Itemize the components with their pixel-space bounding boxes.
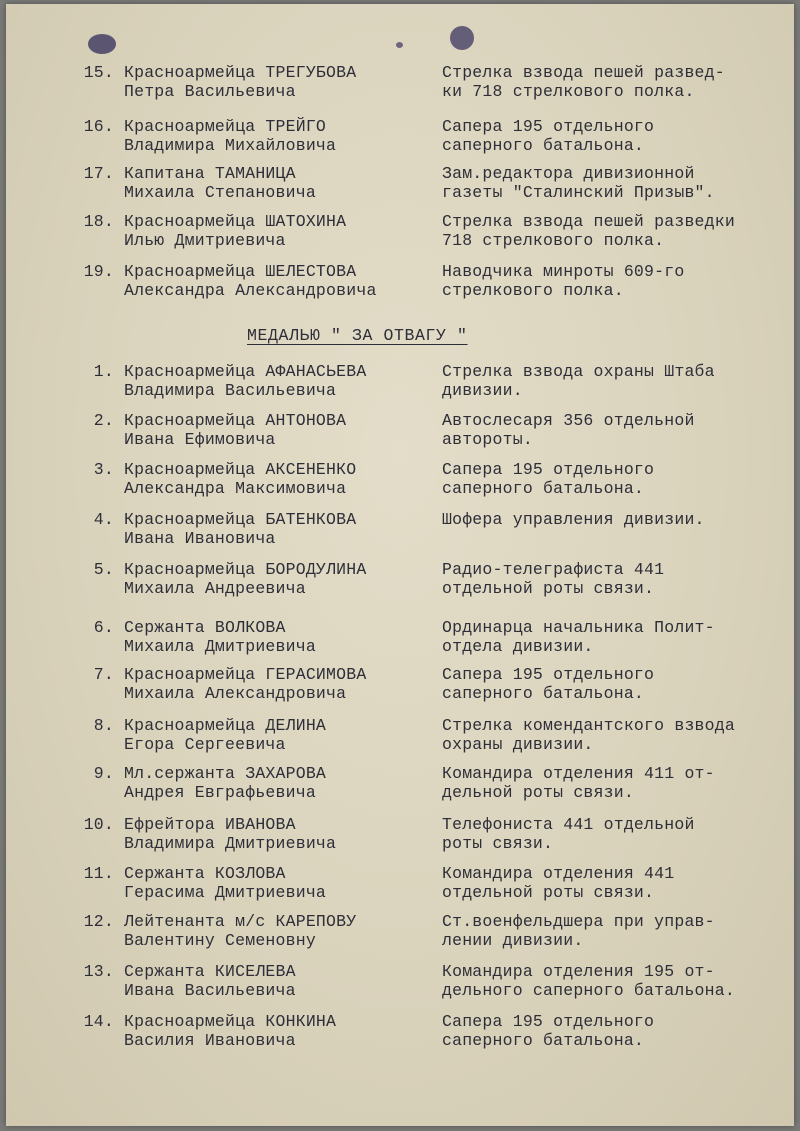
recipient-name: [124, 212, 346, 250]
position-line-1: Шофера управления дивизии.: [442, 510, 705, 529]
recipient-position: [442, 63, 725, 101]
entry-number: 16.: [83, 117, 114, 136]
rank-and-surname: Красноармейца ШЕЛЕСТОВА: [124, 262, 357, 281]
rank-and-surname: Капитана ТАМАНИЦА: [124, 164, 296, 183]
rank-and-surname: Красноармейца БОРОДУЛИНА: [124, 560, 367, 579]
entry-number: 4.: [93, 510, 114, 529]
given-name-patronymic: Егора Сергеевича: [124, 735, 286, 754]
position-line-2: лении дивизии.: [442, 931, 584, 950]
position-line-1: Стрелка взвода охраны Штаба: [442, 362, 715, 381]
position-line-2: дельного саперного батальона.: [442, 981, 735, 1000]
ink-blot-left: [88, 34, 116, 54]
position-line-1: Зам.редактора дивизионной: [442, 164, 695, 183]
entry-number: 10.: [83, 815, 114, 834]
recipient-name: [124, 411, 346, 449]
recipient-name: [124, 262, 377, 300]
rank-and-surname: Ефрейтора ИВАНОВА: [124, 815, 296, 834]
position-line-2: саперного батальона.: [442, 1031, 645, 1050]
recipient-name: [124, 665, 366, 703]
position-line-2: дивизии.: [442, 381, 523, 400]
position-line-1: Стрелка взвода пешей развед-: [442, 63, 725, 82]
entry-number: 3.: [93, 460, 114, 479]
recipient-name: [124, 510, 356, 548]
given-name-patronymic: Ивана Ивановича: [124, 529, 276, 548]
entry-number: 19.: [83, 262, 114, 281]
given-name-patronymic: Ивана Васильевича: [124, 981, 296, 1000]
recipient-position: [442, 764, 715, 802]
position-line-2: роты связи.: [442, 834, 554, 853]
recipient-position: [442, 117, 654, 155]
position-line-1: Сапера 195 отдельного: [442, 1012, 655, 1031]
position-line-2: 718 стрелкового полка.: [442, 231, 665, 250]
recipient-name: [124, 912, 356, 950]
given-name-patronymic: Валентину Семеновну: [124, 931, 316, 950]
recipient-name: [124, 362, 366, 400]
recipient-name: [124, 164, 316, 202]
recipient-position: [442, 560, 664, 598]
recipient-name: [124, 1012, 336, 1050]
recipient-position: [442, 618, 715, 656]
recipient-position: [442, 411, 695, 449]
recipient-position: [442, 212, 735, 250]
position-line-1: Стрелка взвода пешей разведки: [442, 212, 735, 231]
rank-and-surname: Сержанта КОЗЛОВА: [124, 864, 286, 883]
rank-and-surname: Мл.сержанта ЗАХАРОВА: [124, 764, 327, 783]
position-line-2: ки 718 стрелкового полка.: [442, 82, 695, 101]
rank-and-surname: Красноармейца ТРЕЙГО: [124, 117, 327, 136]
given-name-patronymic: Петра Васильевича: [124, 82, 296, 101]
position-line-1: Сапера 195 отдельного: [442, 460, 655, 479]
rank-and-surname: Красноармейца ГЕРАСИМОВА: [124, 665, 367, 684]
entry-number: 1.: [93, 362, 114, 381]
position-line-2: автороты.: [442, 430, 533, 449]
recipient-name: [124, 716, 326, 754]
position-line-2: охраны дивизии.: [442, 735, 594, 754]
recipient-name: [124, 63, 356, 101]
rank-and-surname: Красноармейца БАТЕНКОВА: [124, 510, 357, 529]
given-name-patronymic: Михаила Андреевича: [124, 579, 306, 598]
recipient-position: [442, 864, 674, 902]
rank-and-surname: Красноармейца АНТОНОВА: [124, 411, 347, 430]
entry-number: 2.: [93, 411, 114, 430]
entry-number: 18.: [83, 212, 114, 231]
rank-and-surname: Сержанта ВОЛКОВА: [124, 618, 286, 637]
given-name-patronymic: Герасима Дмитриевича: [124, 883, 327, 902]
position-line-1: Телефониста 441 отдельной: [442, 815, 695, 834]
entry-number: 5.: [93, 560, 114, 579]
given-name-patronymic: Михаила Александровича: [124, 684, 347, 703]
recipient-position: [442, 1012, 654, 1050]
recipient-name: [124, 764, 326, 802]
entry-number: 7.: [93, 665, 114, 684]
position-line-2: отдельной роты связи.: [442, 883, 655, 902]
position-line-2: саперного батальона.: [442, 684, 645, 703]
rank-and-surname: Красноармейца ДЕЛИНА: [124, 716, 327, 735]
position-line-1: Командира отделения 411 от-: [442, 764, 715, 783]
recipient-position: [442, 460, 654, 498]
recipient-position: [442, 510, 705, 548]
position-line-1: Сапера 195 отдельного: [442, 117, 655, 136]
section-heading-medal-for-courage: МЕДАЛЬЮ " ЗА ОТВАГУ ": [247, 326, 468, 345]
entry-number: 12.: [83, 912, 114, 931]
rank-and-surname: Красноармейца АФАНАСЬЕВА: [124, 362, 367, 381]
given-name-patronymic: Андрея Евграфьевича: [124, 783, 316, 802]
recipient-name: [124, 117, 336, 155]
rank-and-surname: Сержанта КИСЕЛЕВА: [124, 962, 296, 981]
rank-and-surname: Красноармейца АКСЕНЕНКО: [124, 460, 357, 479]
position-line-1: Радио-телеграфиста 441: [442, 560, 665, 579]
ink-blot-center: [450, 26, 474, 50]
recipient-position: [442, 362, 715, 400]
position-line-1: Автослесаря 356 отдельной: [442, 411, 695, 430]
rank-and-surname: Красноармейца ШАТОХИНА: [124, 212, 347, 231]
given-name-patronymic: Владимира Михайловича: [124, 136, 337, 155]
position-line-2: саперного батальона.: [442, 136, 645, 155]
position-line-2: саперного батальона.: [442, 479, 645, 498]
entry-number: 8.: [93, 716, 114, 735]
recipient-name: [124, 460, 356, 498]
recipient-name: [124, 815, 336, 853]
position-line-1: Стрелка комендантского взвода: [442, 716, 735, 735]
given-name-patronymic: Михаила Дмитриевича: [124, 637, 316, 656]
recipient-position: [442, 912, 715, 950]
recipient-position: [442, 815, 695, 853]
position-line-1: Ст.военфельдшера при управ-: [442, 912, 715, 931]
position-line-2: отдела дивизии.: [442, 637, 594, 656]
entry-number: 11.: [83, 864, 114, 883]
rank-and-surname: Красноармейца ТРЕГУБОВА: [124, 63, 357, 82]
given-name-patronymic: Михаила Степановича: [124, 183, 316, 202]
recipient-position: [442, 262, 684, 300]
given-name-patronymic: Василия Ивановича: [124, 1031, 296, 1050]
given-name-patronymic: Александра Максимовича: [124, 479, 347, 498]
entry-number: 6.: [93, 618, 114, 637]
recipient-name: [124, 864, 326, 902]
given-name-patronymic: Илью Дмитриевича: [124, 231, 286, 250]
recipient-position: [442, 164, 715, 202]
position-line-2: отдельной роты связи.: [442, 579, 655, 598]
recipient-position: [442, 962, 735, 1000]
ink-dot: [396, 42, 403, 48]
given-name-patronymic: Владимира Васильевича: [124, 381, 337, 400]
given-name-patronymic: Владимира Дмитриевича: [124, 834, 337, 853]
position-line-1: Командира отделения 195 от-: [442, 962, 715, 981]
entry-number: 15.: [83, 63, 114, 82]
position-line-2: [442, 529, 705, 548]
given-name-patronymic: Александра Александровича: [124, 281, 377, 300]
position-line-2: стрелкового полка.: [442, 281, 624, 300]
position-line-1: Сапера 195 отдельного: [442, 665, 655, 684]
rank-and-surname: Красноармейца КОНКИНА: [124, 1012, 337, 1031]
rank-and-surname: Лейтенанта м/с КАРЕПОВУ: [124, 912, 357, 931]
position-line-1: Наводчика минроты 609-го: [442, 262, 685, 281]
recipient-name: [124, 962, 296, 1000]
position-line-2: дельной роты связи.: [442, 783, 634, 802]
entry-number: 9.: [93, 764, 114, 783]
entry-number: 14.: [83, 1012, 114, 1031]
given-name-patronymic: Ивана Ефимовича: [124, 430, 276, 449]
entry-number: 13.: [83, 962, 114, 981]
recipient-name: [124, 560, 366, 598]
position-line-1: Ординарца начальника Полит-: [442, 618, 715, 637]
recipient-name: [124, 618, 316, 656]
position-line-1: Командира отделения 441: [442, 864, 675, 883]
position-line-2: газеты "Сталинский Призыв".: [442, 183, 715, 202]
recipient-position: [442, 665, 654, 703]
entry-number: 17.: [83, 164, 114, 183]
recipient-position: [442, 716, 735, 754]
